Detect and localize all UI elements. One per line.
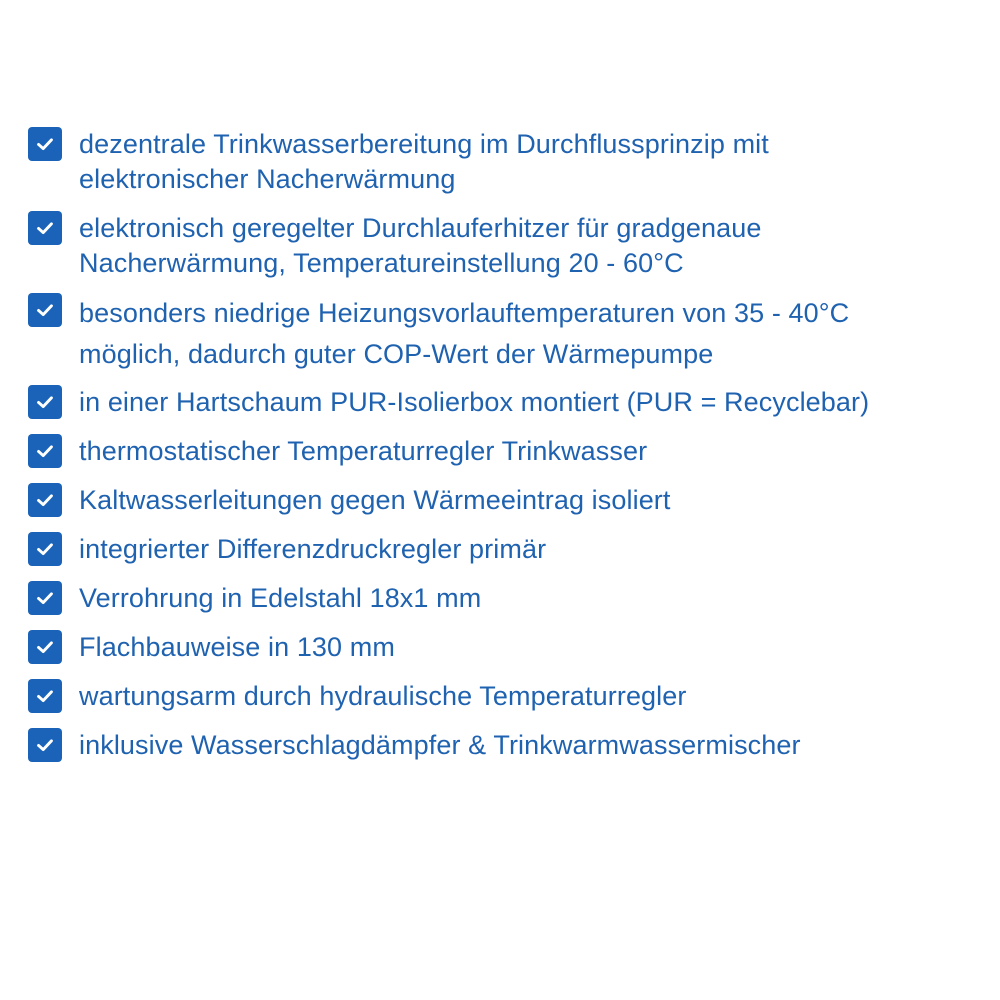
list-item [28,630,968,665]
checkbox-checked [28,385,62,419]
feature-text: inklusive Wasserschlagdämpfer & Trinkwarmwassermischer [79,730,801,760]
check-icon [34,299,56,321]
checkbox-checked [28,211,62,245]
checkbox-checked [28,293,62,327]
check-icon [34,391,56,413]
check-icon [34,587,56,609]
list-item [28,679,968,714]
check-icon [34,685,56,707]
checkbox-checked [28,630,62,664]
feature-text [79,127,769,197]
feature-text-line: dezentrale Trinkwasserbereitung im Durchflussprinzip mit [79,129,769,159]
feature-text-line: möglich, dadurch guter COP-Wert der Wärmepumpe [79,339,714,369]
list-item [28,127,968,197]
check-icon [34,734,56,756]
check-icon [34,133,56,155]
check-icon [34,217,56,239]
feature-text-line: elektronisch geregelter Durchlauferhitzer für gradgenaue [79,213,762,243]
feature-text: thermostatischer Temperaturregler Trinkwasser [79,436,648,466]
check-icon [34,440,56,462]
checkbox-checked [28,581,62,615]
feature-text [79,211,762,281]
list-item [28,728,968,763]
checkbox-checked [28,728,62,762]
list-item [28,581,968,616]
list-item [28,532,968,567]
check-icon [34,636,56,658]
list-item [28,385,968,420]
list-item [28,293,968,375]
checkbox-checked [28,127,62,161]
feature-text-line: besonders niedrige Heizungsvorlauftemperaturen von 35 - 40°C [79,298,850,328]
feature-text: Kaltwasserleitungen gegen Wärmeeintrag isoliert [79,485,671,515]
checkbox-checked [28,679,62,713]
checkbox-checked [28,483,62,517]
feature-text-line: elektronischer Nacherwärmung [79,164,456,194]
feature-text: Flachbauweise in 130 mm [79,632,395,662]
feature-text: Verrohrung in Edelstahl 18x1 mm [79,583,482,613]
check-icon [34,538,56,560]
list-item [28,211,968,281]
checkbox-checked [28,434,62,468]
checkbox-checked [28,532,62,566]
list-item [28,483,968,518]
feature-text: wartungsarm durch hydraulische Temperaturregler [79,681,687,711]
check-icon [34,489,56,511]
feature-text: in einer Hartschaum PUR-Isolierbox montiert (PUR = Recyclebar) [79,387,870,417]
feature-text: integrierter Differenzdruckregler primär [79,534,547,564]
feature-list [28,127,968,763]
feature-text-line: Nacherwärmung, Temperatureinstellung 20 - 60°C [79,248,684,278]
feature-text [79,293,849,375]
list-item [28,434,968,469]
